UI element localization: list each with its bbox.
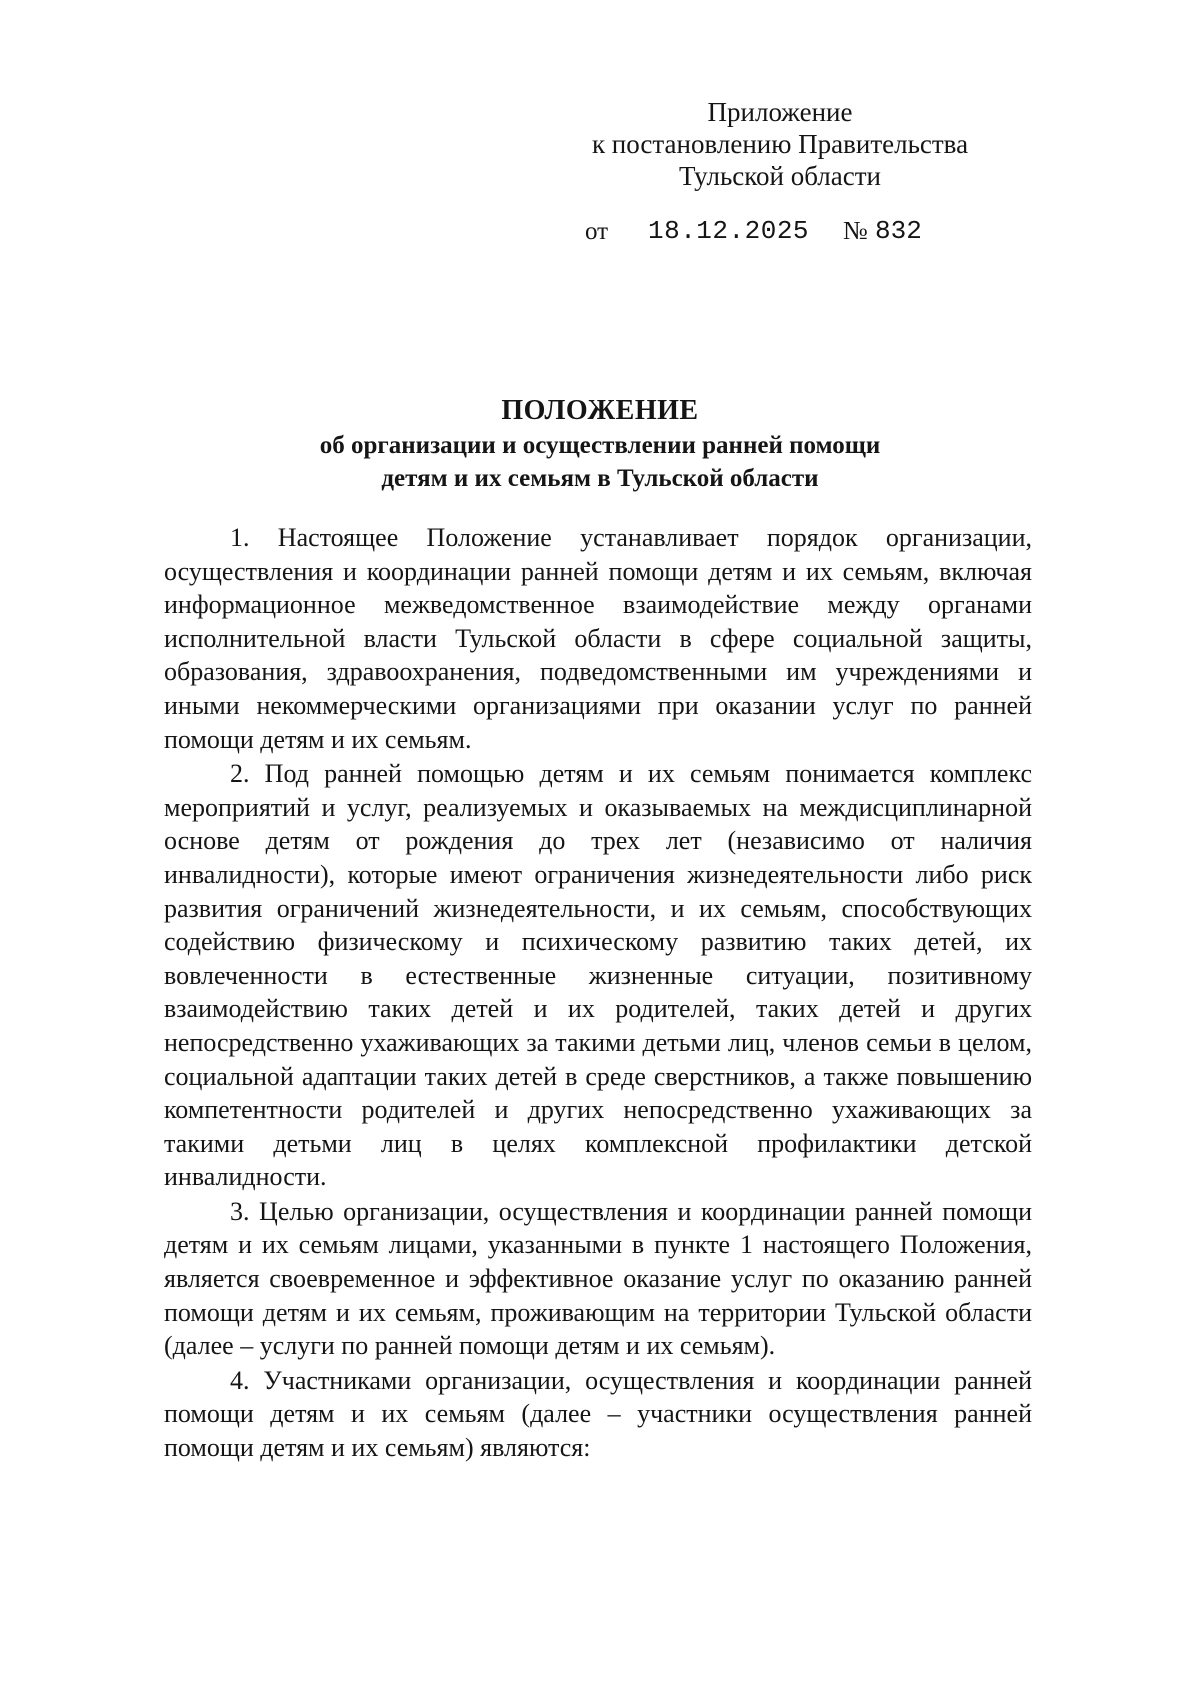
paragraph-3: 3. Целью организации, осуществления и координации ранней помощи детям и их семьям лицами, указанными в пункте 1 настоящего Положения, является своевременное и эффективное оказание услуг по оказанию ранней помощи детям и их семьям, проживающим на территории Тульской области (далее – услуги по ранней помощи детям и их семьям). (164, 1196, 1032, 1361)
annex-label: Приложение (707, 97, 853, 127)
annex-header (590, 96, 970, 192)
decree-number-label: № (843, 216, 868, 245)
paragraph-2: 2. Под ранней помощью детям и их семьям понимается комплекс мероприятий и услуг, реализуемых и оказываемых на междисциплинарной основе детям от рождения до трех лет (независимо от наличия инвалидности), которые имеют ограничения жизнедеятельности либо риск развития ограничений жизнедеятельности, и их семьям, способствующих содействию физическому и психическому развитию таких детей, их вовлеченности в естественные жизненные ситуации, позитивному взаимодействию таких детей и их родителей, таких детей и других непосредственно ухаживающих за такими детьми лиц, членов семьи в целом, социальной адаптации таких детей в среде сверстников, а также повышению компетентности родителей и других непосредственно ухаживающих за такими детьми лиц в целях комплексной профилактики детской инвалидности. (164, 759, 1032, 1192)
decree-number: 832 (875, 216, 922, 246)
document-body (164, 521, 1032, 1465)
document-title: ПОЛОЖЕНИЕ (501, 395, 699, 426)
document-subtitle-line-2: детям и их семьям в Тульской области (381, 465, 819, 492)
document-subtitle-line-1: об организации и осуществлении ранней помощи (319, 432, 881, 459)
decree-from-label: от (585, 218, 609, 245)
paragraph-4: 4. Участниками организации, осуществления и координации ранней помощи детям и их семьям (далее – участники осуществления ранней помощи детям и их семьям) являются: (164, 1365, 1032, 1463)
annex-region: Тульской области (679, 161, 881, 191)
annex-reference: к постановлению Правительства (591, 129, 969, 159)
paragraph-1: 1. Настоящее Положение устанавливает порядок организации, осуществления и координации ранней помощи детям и их семьям, включая информационное межведомственное взаимодействие между органами исполнительной власти Тульской области в сфере социальной защиты, образования, здравоохранения, подведомственными им учреждениями и иными некоммерческими организациями при оказании услуг по ранней помощи детям и их семьям. (164, 523, 1032, 754)
document-title-block (160, 393, 1040, 495)
decree-date: 18.12.2025 (648, 216, 810, 246)
decree-line (0, 212, 1200, 252)
